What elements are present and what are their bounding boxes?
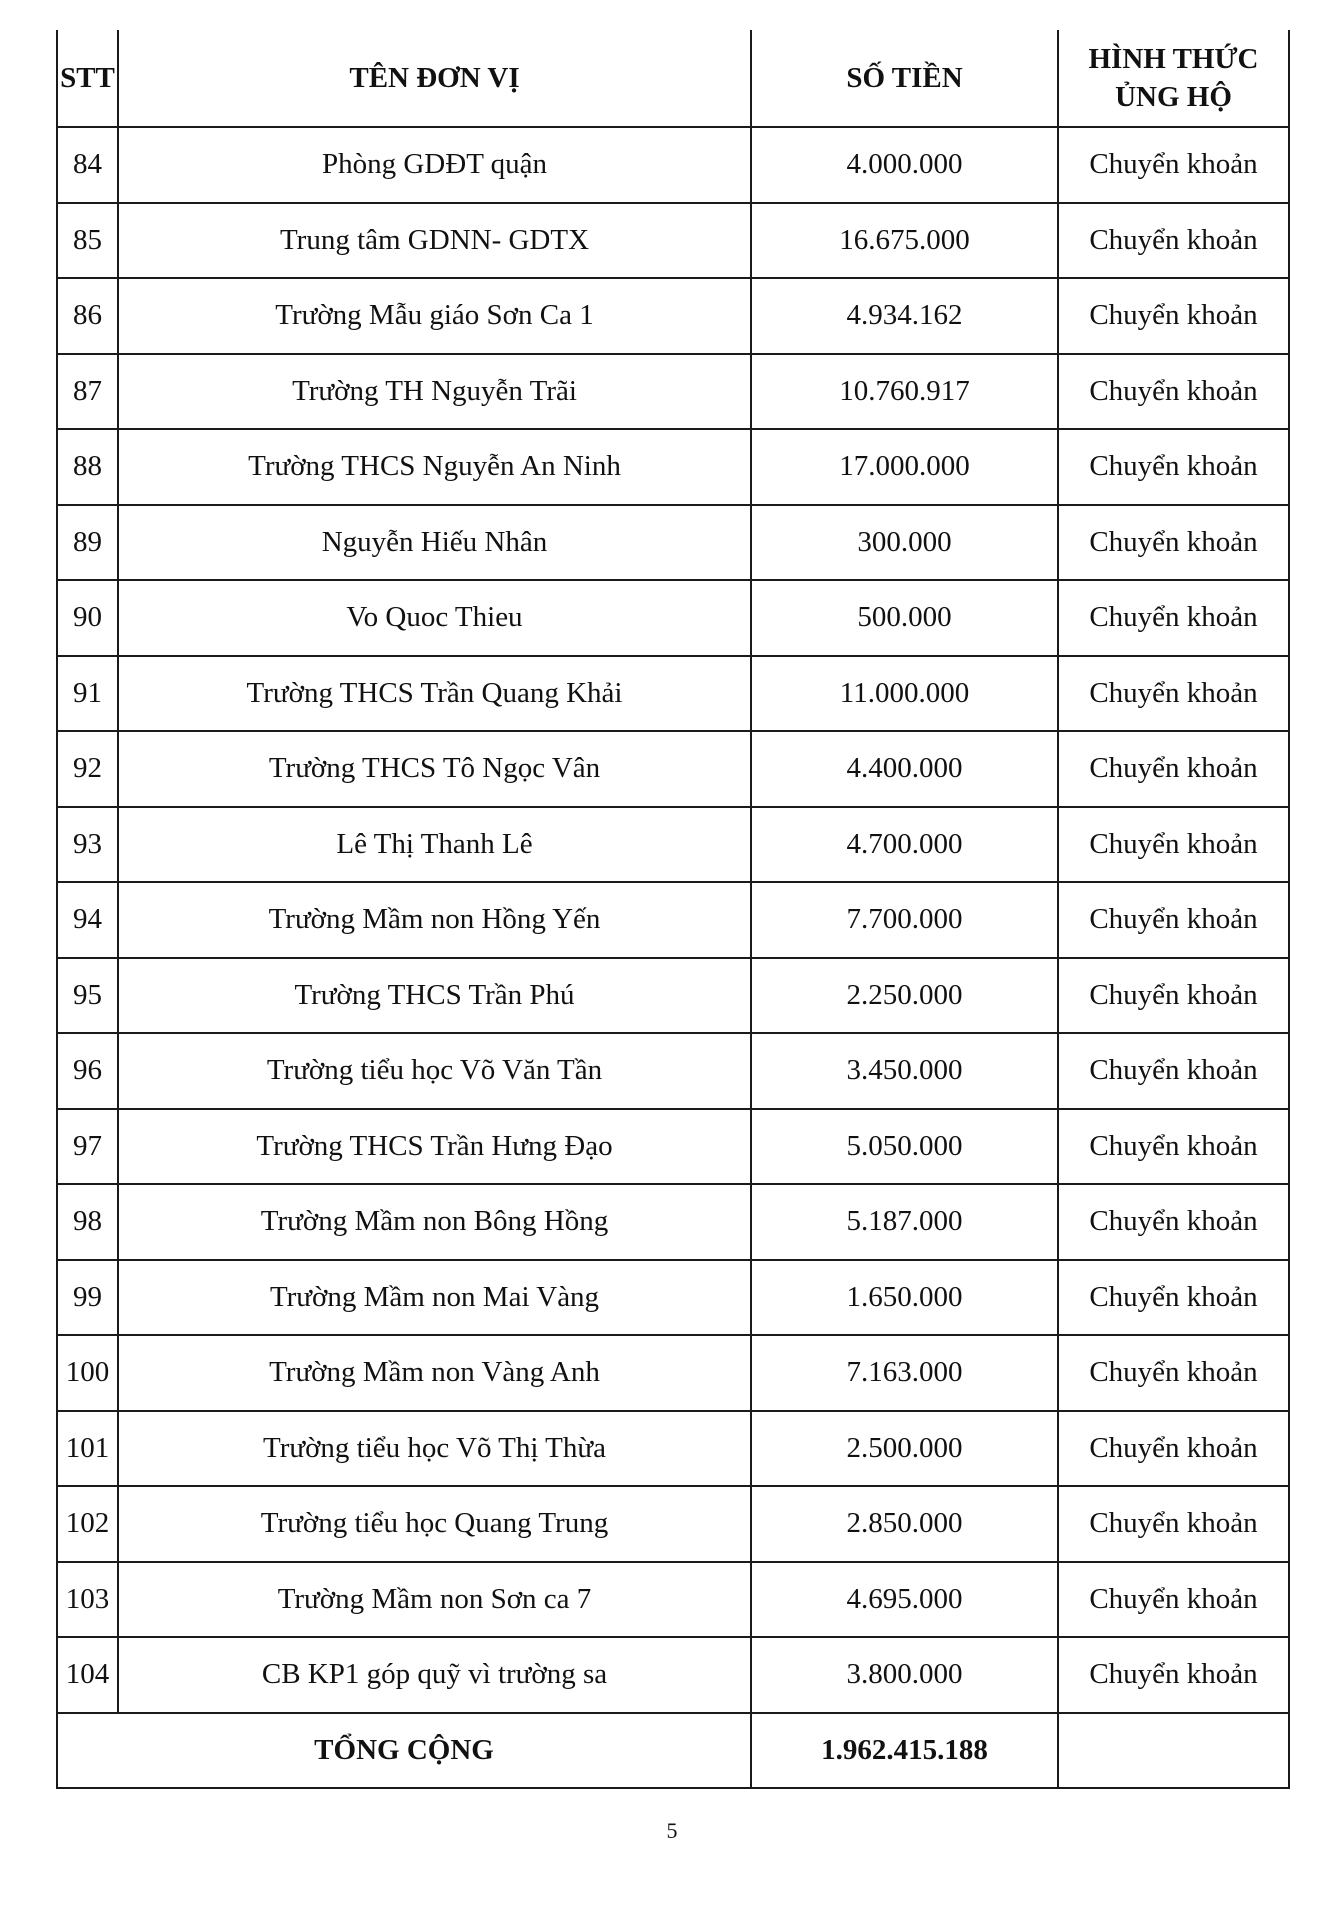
cell-unit-name: Lê Thị Thanh Lê — [118, 807, 751, 883]
cell-support-form: Chuyển khoản — [1058, 731, 1289, 807]
cell-stt: 99 — [57, 1260, 118, 1336]
cell-amount: 11.000.000 — [751, 656, 1058, 732]
cell-unit-name: Trường THCS Nguyễn An Ninh — [118, 429, 751, 505]
cell-amount: 10.760.917 — [751, 354, 1058, 430]
cell-support-form: Chuyển khoản — [1058, 429, 1289, 505]
table-row — [57, 1335, 1289, 1411]
cell-stt: 84 — [57, 127, 118, 203]
cell-unit-name: Phòng GDĐT quận — [118, 127, 751, 203]
cell-support-form: Chuyển khoản — [1058, 1335, 1289, 1411]
cell-stt: 96 — [57, 1033, 118, 1109]
cell-amount: 4.695.000 — [751, 1562, 1058, 1638]
cell-support-form: Chuyển khoản — [1058, 1562, 1289, 1638]
cell-amount: 7.700.000 — [751, 882, 1058, 958]
total-label: TỔNG CỘNG — [57, 1713, 751, 1788]
table-row — [57, 656, 1289, 732]
cell-unit-name: Trường TH Nguyễn Trãi — [118, 354, 751, 430]
table-body — [57, 127, 1289, 1713]
cell-support-form: Chuyển khoản — [1058, 580, 1289, 656]
table-row — [57, 203, 1289, 279]
cell-amount: 2.500.000 — [751, 1411, 1058, 1487]
table-row — [57, 429, 1289, 505]
header-stt: STT — [57, 30, 118, 127]
cell-unit-name: CB KP1 góp quỹ vì trường sa — [118, 1637, 751, 1713]
table-row — [57, 278, 1289, 354]
cell-support-form: Chuyển khoản — [1058, 127, 1289, 203]
cell-amount: 5.187.000 — [751, 1184, 1058, 1260]
table-row — [57, 1562, 1289, 1638]
cell-unit-name: Trường Mầm non Vàng Anh — [118, 1335, 751, 1411]
cell-support-form: Chuyển khoản — [1058, 1411, 1289, 1487]
cell-unit-name: Vo Quoc Thieu — [118, 580, 751, 656]
table-row — [57, 1486, 1289, 1562]
cell-unit-name: Trường tiểu học Quang Trung — [118, 1486, 751, 1562]
cell-amount: 4.000.000 — [751, 127, 1058, 203]
table-row — [57, 354, 1289, 430]
cell-unit-name: Trường THCS Trần Phú — [118, 958, 751, 1034]
cell-unit-name: Trường Mẫu giáo Sơn Ca 1 — [118, 278, 751, 354]
cell-amount: 4.400.000 — [751, 731, 1058, 807]
donation-table — [56, 30, 1290, 1789]
cell-amount: 300.000 — [751, 505, 1058, 581]
total-amount: 1.962.415.188 — [751, 1713, 1058, 1788]
cell-support-form: Chuyển khoản — [1058, 505, 1289, 581]
cell-stt: 104 — [57, 1637, 118, 1713]
cell-stt: 94 — [57, 882, 118, 958]
cell-support-form: Chuyển khoản — [1058, 203, 1289, 279]
cell-unit-name: Trung tâm GDNN- GDTX — [118, 203, 751, 279]
cell-unit-name: Trường THCS Trần Quang Khải — [118, 656, 751, 732]
table-row — [57, 807, 1289, 883]
cell-stt: 98 — [57, 1184, 118, 1260]
cell-stt: 102 — [57, 1486, 118, 1562]
table-row — [57, 505, 1289, 581]
cell-stt: 97 — [57, 1109, 118, 1185]
cell-support-form: Chuyển khoản — [1058, 656, 1289, 732]
cell-support-form: Chuyển khoản — [1058, 1486, 1289, 1562]
cell-support-form: Chuyển khoản — [1058, 354, 1289, 430]
table-row — [57, 1109, 1289, 1185]
cell-stt: 101 — [57, 1411, 118, 1487]
total-support-form — [1058, 1713, 1289, 1788]
table-row — [57, 958, 1289, 1034]
cell-stt: 92 — [57, 731, 118, 807]
cell-support-form: Chuyển khoản — [1058, 1184, 1289, 1260]
cell-unit-name: Trường Mầm non Bông Hồng — [118, 1184, 751, 1260]
cell-stt: 100 — [57, 1335, 118, 1411]
cell-stt: 86 — [57, 278, 118, 354]
cell-amount: 1.650.000 — [751, 1260, 1058, 1336]
header-amount: SỐ TIỀN — [751, 30, 1058, 127]
cell-stt: 90 — [57, 580, 118, 656]
cell-support-form: Chuyển khoản — [1058, 1033, 1289, 1109]
cell-support-form: Chuyển khoản — [1058, 1109, 1289, 1185]
cell-unit-name: Nguyễn Hiếu Nhân — [118, 505, 751, 581]
cell-support-form: Chuyển khoản — [1058, 958, 1289, 1034]
table-header-row — [57, 30, 1289, 127]
table-row — [57, 882, 1289, 958]
table-row — [57, 580, 1289, 656]
cell-amount: 5.050.000 — [751, 1109, 1058, 1185]
cell-unit-name: Trường Mầm non Sơn ca 7 — [118, 1562, 751, 1638]
cell-amount: 4.934.162 — [751, 278, 1058, 354]
table-row — [57, 1033, 1289, 1109]
table-row — [57, 731, 1289, 807]
table-row — [57, 1184, 1289, 1260]
header-support-form-line1: HÌNH THỨC — [1088, 43, 1259, 75]
cell-stt: 89 — [57, 505, 118, 581]
header-support-form-line2: ỦNG HỘ — [1115, 81, 1232, 113]
cell-support-form: Chuyển khoản — [1058, 1637, 1289, 1713]
cell-unit-name: Trường Mầm non Mai Vàng — [118, 1260, 751, 1336]
cell-stt: 93 — [57, 807, 118, 883]
cell-stt: 103 — [57, 1562, 118, 1638]
cell-unit-name: Trường Mầm non Hồng Yến — [118, 882, 751, 958]
cell-amount: 4.700.000 — [751, 807, 1058, 883]
table-row — [57, 127, 1289, 203]
cell-stt: 85 — [57, 203, 118, 279]
table-row — [57, 1411, 1289, 1487]
cell-support-form: Chuyển khoản — [1058, 1260, 1289, 1336]
cell-amount: 3.800.000 — [751, 1637, 1058, 1713]
cell-unit-name: Trường THCS Trần Hưng Đạo — [118, 1109, 751, 1185]
cell-stt: 95 — [57, 958, 118, 1034]
cell-unit-name: Trường tiểu học Võ Văn Tần — [118, 1033, 751, 1109]
cell-stt: 91 — [57, 656, 118, 732]
page-number: 5 — [666, 1818, 678, 1843]
cell-amount: 16.675.000 — [751, 203, 1058, 279]
cell-unit-name: Trường THCS Tô Ngọc Vân — [118, 731, 751, 807]
cell-amount: 17.000.000 — [751, 429, 1058, 505]
cell-amount: 500.000 — [751, 580, 1058, 656]
table-row — [57, 1637, 1289, 1713]
cell-unit-name: Trường tiểu học Võ Thị Thừa — [118, 1411, 751, 1487]
cell-amount: 3.450.000 — [751, 1033, 1058, 1109]
header-unit-name: TÊN ĐƠN VỊ — [118, 30, 751, 127]
cell-stt: 87 — [57, 354, 118, 430]
cell-support-form: Chuyển khoản — [1058, 882, 1289, 958]
cell-stt: 88 — [57, 429, 118, 505]
cell-amount: 2.250.000 — [751, 958, 1058, 1034]
cell-support-form: Chuyển khoản — [1058, 807, 1289, 883]
cell-support-form: Chuyển khoản — [1058, 278, 1289, 354]
cell-amount: 7.163.000 — [751, 1335, 1058, 1411]
table-row — [57, 1260, 1289, 1336]
total-row — [57, 1713, 1289, 1788]
header-support-form — [1058, 30, 1289, 127]
cell-amount: 2.850.000 — [751, 1486, 1058, 1562]
